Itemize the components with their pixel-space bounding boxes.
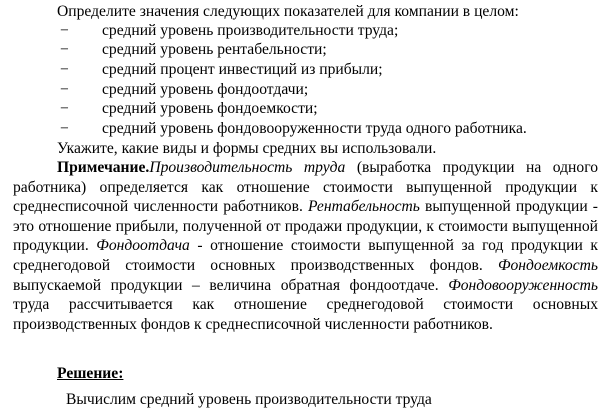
term-capital-labor-ratio: Фондовооруженность <box>448 276 598 294</box>
list-dash: − <box>60 81 69 98</box>
note-text: - отношение стоимости выпущенной за год продукции к среднегодовой стоимости основных производственных фондов. <box>13 237 598 274</box>
term-profitability: Рентабельность <box>307 198 420 216</box>
list-item-text: средний процент инвестиций из прибыли; <box>102 61 383 78</box>
term-labor-productivity: Производительность труда <box>149 159 346 176</box>
list-item-text: средний уровень фондоемкости; <box>102 100 318 117</box>
note-text: труда рассчитывается как отношение среднегодовой стоимости основных производственных фондов к среднесписочной численности работников. <box>13 296 598 333</box>
term-capital-intensity: Фондоемкость <box>497 256 598 274</box>
task-intro: Определите значения следующих показателей для компании в целом: <box>57 3 519 20</box>
list-item-text: средний уровень фондоотдачи; <box>102 81 309 98</box>
list-item-text: средний уровень производительности труда; <box>102 22 399 39</box>
list-dash: − <box>60 41 69 58</box>
term-capital-productivity: Фондоотдача <box>96 237 190 255</box>
note-paragraph <box>13 158 598 334</box>
list-item-text: средний уровень фондовооруженности труда одного работника. <box>102 120 527 137</box>
list-item-text: средний уровень рентабельности; <box>102 41 327 58</box>
solution-heading: Решение: <box>57 365 124 382</box>
list-dash: − <box>60 120 69 137</box>
computation-line: Вычислим средний уровень производительности труда <box>66 391 432 408</box>
list-dash: − <box>60 100 69 117</box>
question-text: Укажите, какие виды и формы средних вы использовали. <box>57 140 437 157</box>
note-text: (выработка продукции на одного работника) определяется как отношение стоимости выпущенной продукции к среднесписочной численности работников. <box>13 159 598 216</box>
note-text: выпущенной продукции - это отношение прибыли, полученной от продажи продукции, к стоимости выпущенной продукции. <box>13 198 598 255</box>
note-text: выпускаемой продукции – величина обратная фондоотдаче. <box>13 276 449 294</box>
list-dash: − <box>60 22 69 39</box>
list-dash: − <box>60 61 69 78</box>
note-label: Примечание. <box>57 159 150 176</box>
